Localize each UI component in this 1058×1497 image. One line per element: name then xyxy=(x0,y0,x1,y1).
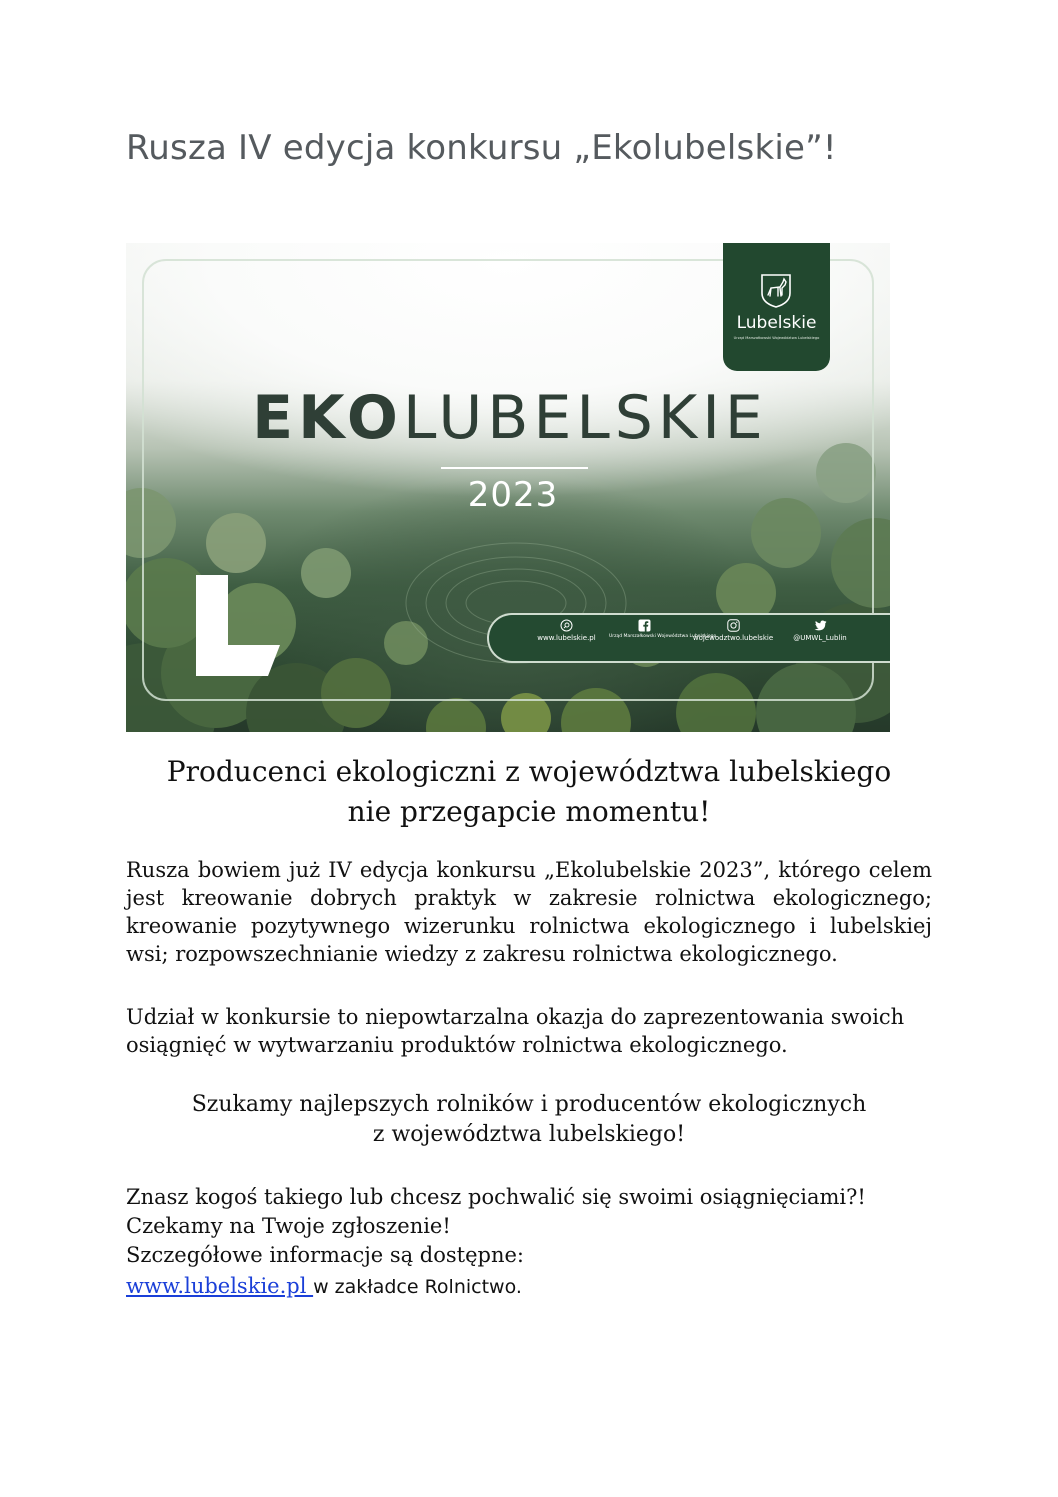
social-label: wojewodztwo.lubelskie xyxy=(692,634,774,642)
subhead-line-2: z województwa lubelskiego! xyxy=(372,1122,686,1147)
lubelskie-l-icon xyxy=(196,575,280,676)
call-to-action-heading xyxy=(126,1090,932,1150)
page-title: Rusza IV edycja konkursu „Ekolubelskie”! xyxy=(126,128,837,168)
social-twitter xyxy=(785,619,855,661)
headline-line-2: nie przegapcie momentu! xyxy=(347,795,711,828)
year-divider xyxy=(441,467,588,469)
lubelskie-website-link[interactable]: www.lubelskie.pl xyxy=(126,1274,314,1298)
lubelskie-logo xyxy=(723,243,830,371)
twitter-icon xyxy=(814,619,827,632)
logo-name: Lubelskie xyxy=(736,313,817,333)
closing-invitation: Czekamy na Twoje zgłoszenie! xyxy=(126,1214,451,1238)
logo-subtitle: Urząd Marszałkowski Województwa Lubelskiego xyxy=(733,336,820,340)
social-instagram xyxy=(685,619,781,661)
social-website xyxy=(529,619,604,661)
headline-line-1: Producenci ekologiczni z województwa lubelskiego xyxy=(166,755,892,788)
banner-title xyxy=(126,383,890,453)
instagram-icon xyxy=(727,619,740,632)
closing-question: Znasz kogoś takiego lub chcesz pochwalić się swoimi osiągnięciami?! xyxy=(126,1185,866,1209)
link-suffix-text: w zakładce Rolnictwo. xyxy=(313,1276,522,1298)
banner-title-light: LUBELSKIE xyxy=(402,383,768,453)
social-label: @UMWL_Lublin xyxy=(793,634,847,642)
banner-year: 2023 xyxy=(467,475,559,515)
closing-info-intro: Szczegółowe informacje są dostępne: xyxy=(126,1243,524,1267)
participation-paragraph: Udział w konkursie to niepowtarzalna okazja do zaprezentowania swoich osiągnięć w wytwarzaniu produktów rolnictwa ekologicznego. xyxy=(126,1005,905,1057)
deer-emblem-icon xyxy=(756,269,796,309)
social-label: Urząd Marszałkowski Województwa Lubelskiego xyxy=(609,634,717,639)
intro-paragraph: Rusza bowiem już IV edycja konkursu „Ekolubelskie 2023”, którego celem jest kreowanie dobrych praktyk w zakresie rolnictwa ekologicznego; kreowanie pozytywnego wizerunku rolnictwa ekologicznego i lubelskiej wsi; rozpowszechnianie wiedzy z zakresu rolnictwa ekologicznego. xyxy=(126,858,932,966)
search-icon xyxy=(560,619,573,632)
social-label: www.lubelskie.pl xyxy=(537,634,596,642)
banner-image xyxy=(126,243,890,732)
banner-title-bold: EKO xyxy=(252,383,403,453)
closing-link-line xyxy=(126,1274,522,1298)
social-links-bar xyxy=(487,613,890,663)
headline xyxy=(126,752,932,832)
social-facebook xyxy=(609,619,717,661)
facebook-icon xyxy=(638,619,651,632)
subhead-line-1: Szukamy najlepszych rolników i producentów ekologicznych xyxy=(191,1092,867,1117)
